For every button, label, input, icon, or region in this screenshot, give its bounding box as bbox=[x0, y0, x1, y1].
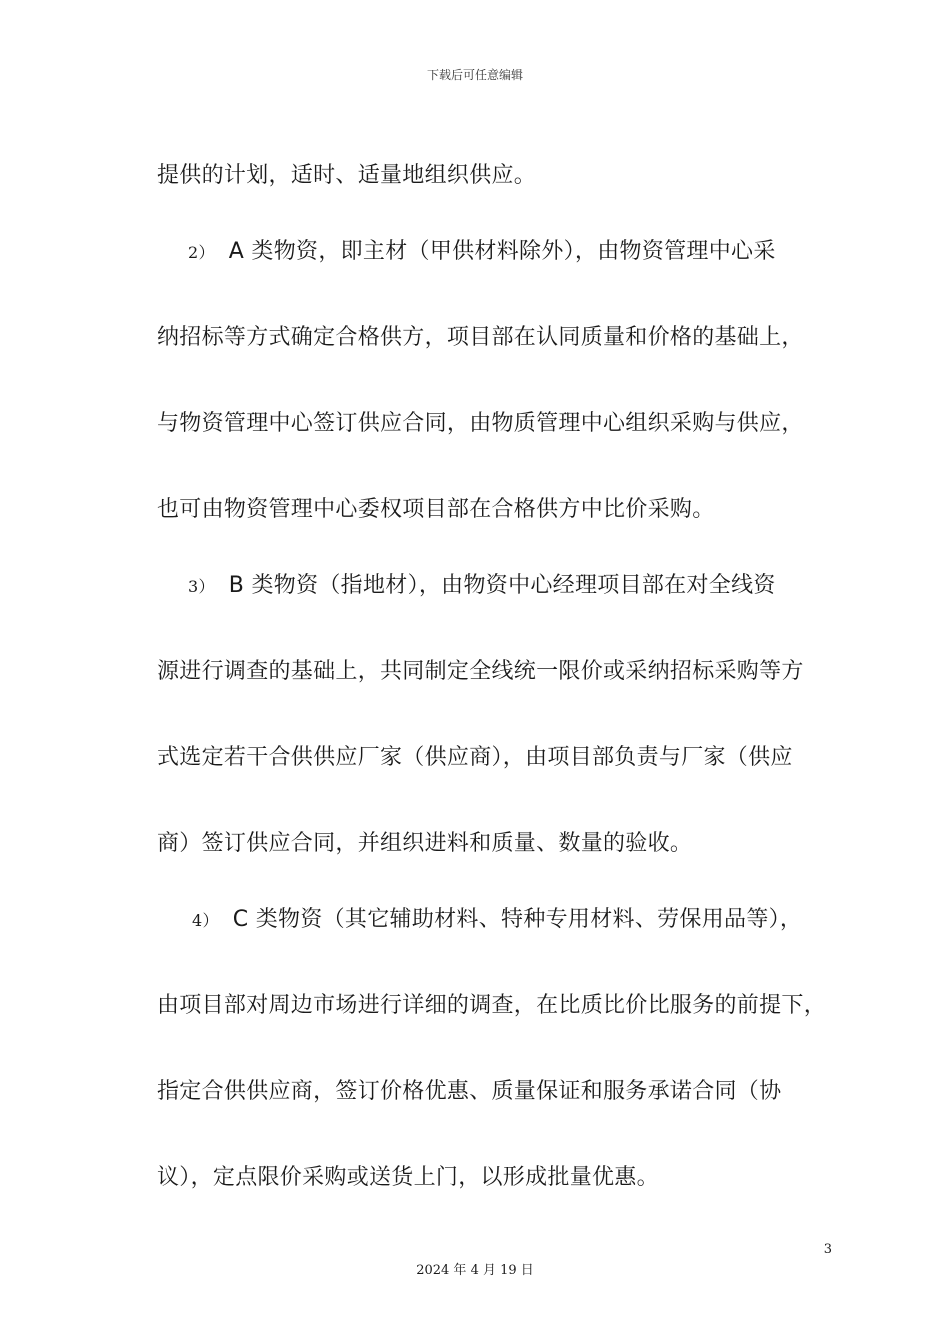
item-number: 4） bbox=[192, 911, 219, 930]
item-number: 2） bbox=[188, 243, 215, 262]
paragraph-line: 提供的计划，适时、适量地组织供应。 bbox=[157, 163, 537, 188]
page-number: 3 bbox=[823, 1242, 832, 1257]
paragraph-line: 纳招标等方式确定合格供方，项目部在认同质量和价格的基础上， bbox=[157, 325, 804, 350]
item-number: 3） bbox=[188, 577, 215, 596]
list-item-c bbox=[192, 902, 802, 933]
page-header: 下载后可任意编辑 bbox=[426, 68, 523, 82]
paragraph-line: 议），定点限价采购或送货上门，以形成批量优惠。 bbox=[157, 1165, 659, 1190]
paragraph-line: 源进行调查的基础上，共同制定全线统一限价或采纳招标采购等方 bbox=[157, 659, 804, 684]
paragraph-line: 由项目部对周边市场进行详细的调查，在比质比价比服务的前提下， bbox=[157, 993, 827, 1018]
list-item-b bbox=[188, 568, 776, 599]
footer-date: 2024 年 4 月 19 日 bbox=[416, 1263, 534, 1278]
paragraph-line: 也可由物资管理中心委权项目部在合格供方中比价采购。 bbox=[157, 497, 715, 522]
paragraph-line: C 类物资（其它辅助材料、特种专用材料、劳保用品等）， bbox=[232, 907, 803, 932]
paragraph-line: 与物资管理中心签订供应合同，由物质管理中心组织采购与供应， bbox=[157, 411, 804, 436]
paragraph-line: B 类物资（指地材），由物资中心经理项目部在对全线资 bbox=[228, 573, 776, 598]
list-item-a bbox=[188, 234, 776, 265]
paragraph-line: 指定合供供应商，签订价格优惠、质量保证和服务承诺合同（协 bbox=[157, 1079, 782, 1104]
paragraph-line: A 类物资，即主材（甲供材料除外），由物资管理中心采 bbox=[228, 239, 776, 264]
paragraph-line: 商）签订供应合同，并组织进料和质量、数量的验收。 bbox=[157, 831, 693, 856]
paragraph-line: 式选定若干合供供应厂家（供应商），由项目部负责与厂家（供应 bbox=[157, 745, 793, 770]
